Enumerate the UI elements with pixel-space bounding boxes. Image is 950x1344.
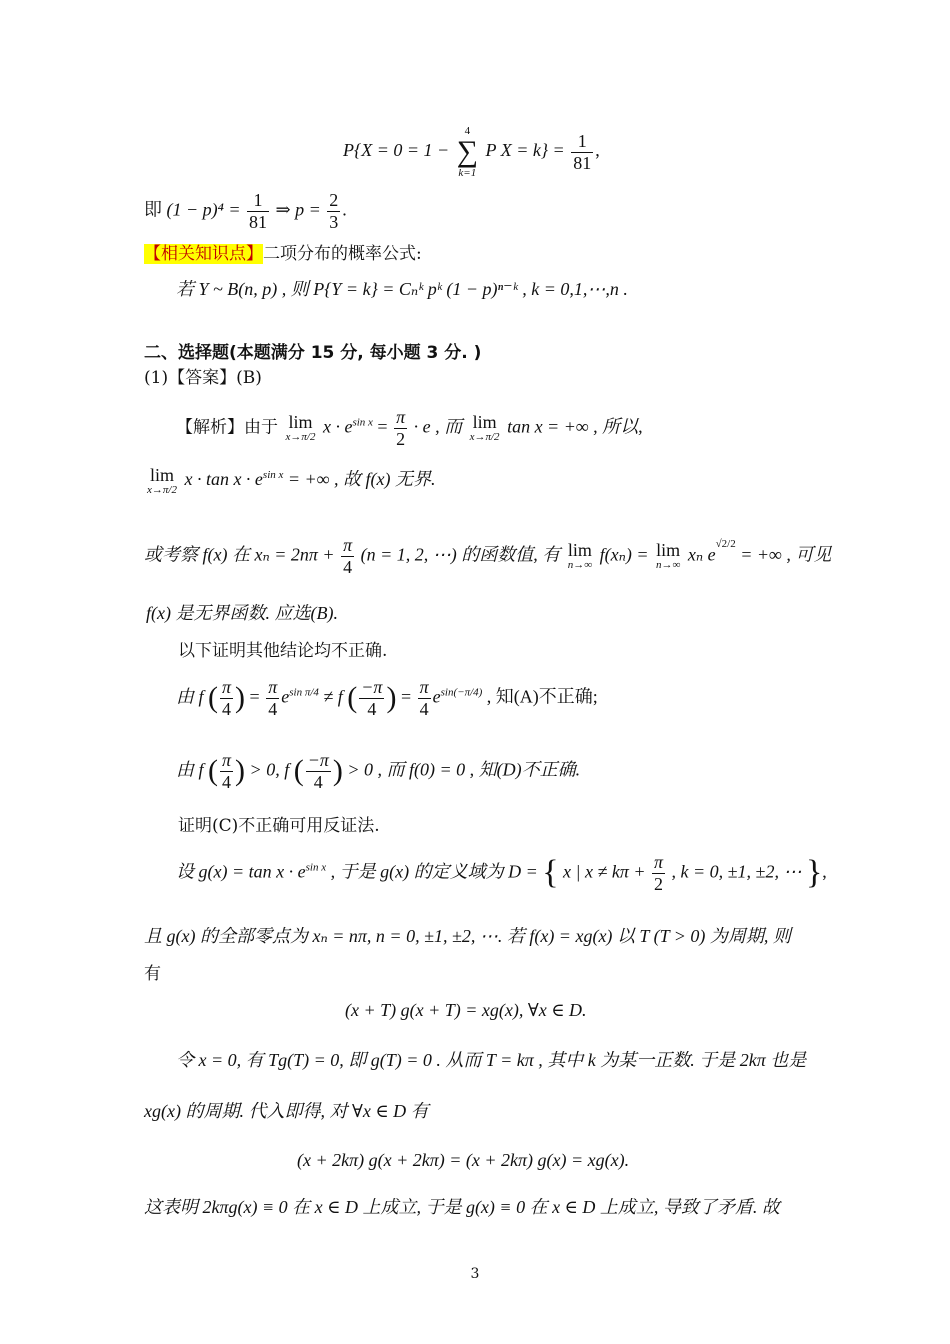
gt: > 0, f [249,759,290,780]
expr: x · tan x · e [184,469,263,490]
after: · e , 而 [413,416,463,437]
fraction-pi-4 [220,677,233,719]
period: . [342,199,347,220]
equals: = [377,416,388,437]
tail: = +∞ , 故 f(x) 无界. [287,469,436,490]
sum-lower-limit: k=1 [458,167,477,179]
page-number: 3 [470,1266,480,1282]
denominator: 81 [249,211,268,232]
numerator: π [654,852,664,872]
final-line: 这表明 2kπg(x) ≡ 0 在 x ∈ D 上成立, 于是 g(x) ≡ 0 在 x ∈ D 上成立, 导致了矛盾. 故 [144,1197,780,1217]
sum-upper-limit: 4 [464,125,471,137]
exponent: sin π/4 [289,686,319,699]
have-word: 有 [144,964,161,984]
fraction-pi-4 [341,535,354,577]
set-left: x | x ≠ kπ + [563,861,646,882]
c-intro-line: 证明(C)不正确可用反证法. [178,816,380,836]
periodic-equation: (x + T) g(x + T) = xg(x), ∀x ∈ D. [345,1000,587,1020]
paren-close: ) [235,754,246,788]
tail: , 知(A)不正确; [486,686,598,707]
knowledge-line [144,244,422,264]
knowledge-tag: 【相关知识点】 [144,244,263,264]
numerator: 1 [577,130,587,151]
lim-word: lim [656,540,681,561]
pmf-term: P X = k} = [485,140,565,161]
a-disproof-line [176,677,598,719]
paren-open: ( [293,754,304,788]
fraction-pi-2 [652,852,665,894]
let-line: 令 x = 0, 有 Tg(T) = 0, 即 g(T) = 0 . 从而 T = kπ , 其中 k 为某一正数. 于是 2kπ 也是 [176,1050,807,1070]
denominator: 4 [266,698,279,720]
expr: (1 − p)⁴ = [166,199,241,220]
comma: , [822,861,827,882]
exponent: √2/2 [715,538,736,551]
equals: = [400,686,412,707]
period-line: xg(x) 的周期. 代入即得, 对 ∀x ∈ D 有 [144,1101,429,1121]
limit-x-to-pi-over-2 [286,413,316,443]
limit-n-to-infinity [568,541,592,571]
tail: = +∞ , 可见 [740,544,832,565]
paren-open: ( [208,754,219,788]
g-definition-line [176,852,827,894]
substituted-equation: (x + 2kπ) g(x + 2kπ) = (x + 2kπ) g(x) = xg(x). [297,1150,630,1170]
numerator: π [222,677,232,697]
lim-word: lim [567,540,592,561]
alternative-line [144,535,831,577]
neq: ≠ f [323,686,343,707]
analysis-line-1 [176,407,643,449]
numerator: π [343,535,353,555]
prefix: 或考察 f(x) 在 xₙ = 2nπ + [144,544,335,565]
paren-open: ( [208,681,219,715]
lim-subscript: n→∞ [567,559,593,572]
prove-others-line: 以下证明其他结论均不正确. [178,641,388,661]
lim-subscript: x→π/2 [285,431,316,444]
section-heading: 二、选择题(本题满分 15 分, 每小题 3 分. ) [144,343,482,363]
denominator: 4 [418,698,431,720]
lim-subscript: n→∞ [656,559,681,572]
analysis-line-2 [144,466,436,496]
prefix: 即 [144,199,162,220]
denominator: 2 [652,873,665,895]
exponent: sin(−π/4) [440,686,483,699]
fraction-pi-4 [418,677,431,719]
exponent: sin x [305,861,327,874]
d-disproof-line [176,750,580,792]
paren-close: ) [386,681,397,715]
mid: (n = 1, 2, ⋯) 的函数值, 有 [360,544,561,565]
brace-close: } [805,853,823,891]
denominator: 4 [220,698,233,720]
summation-symbol [457,125,478,179]
binomial-formula: 若 Y ~ B(n, p) , 则 P{Y = k} = Cₙᵏ pᵏ (1 − p)ⁿ⁻ᵏ , k = 0,1,⋯,n . [176,279,628,299]
prefix: 由 f [176,759,204,780]
pmf-lead: P{X = 0 = 1 − [343,140,450,161]
equals: = [249,686,260,707]
expr: x · e [322,416,353,437]
limit-x-to-pi-over-2 [470,413,500,443]
fraction-neg-pi-4 [306,750,331,792]
tail: > 0 , 而 f(0) = 0 , 知(D)不正确. [347,759,581,780]
expr: f(xₙ) = [599,544,649,565]
paren-open: ( [347,681,358,715]
numerator: π [222,750,232,770]
numerator: −π [307,750,329,770]
numerator: π [419,677,429,697]
prefix: 由 f [176,686,204,707]
fraction-neg-pi-4 [359,677,384,719]
numerator: −π [361,677,383,697]
prefix: 设 g(x) = tan x · e [176,861,306,882]
denominator: 3 [329,211,339,232]
denominator: 81 [573,152,592,173]
fraction-pi-4 [266,677,279,719]
pmf-summary-line [343,125,600,179]
expr: tan x = +∞ , 所以, [507,416,643,437]
conclusion-line: f(x) 是无界函数. 应选(B). [146,603,338,623]
fraction-2-3 [327,190,340,232]
paren-close: ) [332,754,343,788]
e: e [432,686,441,707]
answer-line: (1)【答案】(B) [144,368,262,388]
numerator: 1 [253,190,263,210]
denominator: 4 [220,771,233,793]
solve-p-line [144,190,347,232]
lim-subscript: x→π/2 [469,431,500,444]
limit-n-to-infinity [656,541,680,571]
set-right: , k = 0, ±1, ±2, ⋯ [671,861,802,882]
numerator: π [396,407,406,427]
paren-close: ) [235,681,246,715]
denominator: 4 [306,771,331,793]
denominator: 4 [359,698,384,720]
lim-word: lim [472,412,497,433]
implies: ⇒ p = [275,199,321,220]
limit-x-to-pi-over-2 [147,466,177,496]
denominator: 2 [394,428,407,450]
expr: xₙ e [687,544,716,565]
sum-sign: ∑ [456,135,479,168]
denominator: 4 [341,556,354,578]
lim-word: lim [288,412,313,433]
fraction-1-81 [571,131,593,173]
zeros-line: 且 g(x) 的全部零点为 xₙ = nπ, n = 0, ±1, ±2, ⋯. 若 f(x) = xg(x) 以 T (T > 0) 为周期, 则 [144,926,791,946]
analysis-label: 【解析】由于 [176,417,278,438]
lim-subscript: x→π/2 [147,484,177,496]
knowledge-text: 二项分布的概率公式: [263,244,422,264]
lim-word: lim [149,465,174,485]
e: e [281,686,290,707]
numerator: π [268,677,278,697]
mid: , 于是 g(x) 的定义域为 D = [330,861,538,882]
fraction-pi-4 [220,750,233,792]
numerator: 2 [329,190,339,210]
fraction-pi-2 [394,407,407,449]
exponent: sin x [262,469,284,482]
comma: , [595,140,600,161]
exponent: sin x [352,416,373,429]
brace-open: { [542,853,559,891]
fraction-1-81 [247,190,269,232]
